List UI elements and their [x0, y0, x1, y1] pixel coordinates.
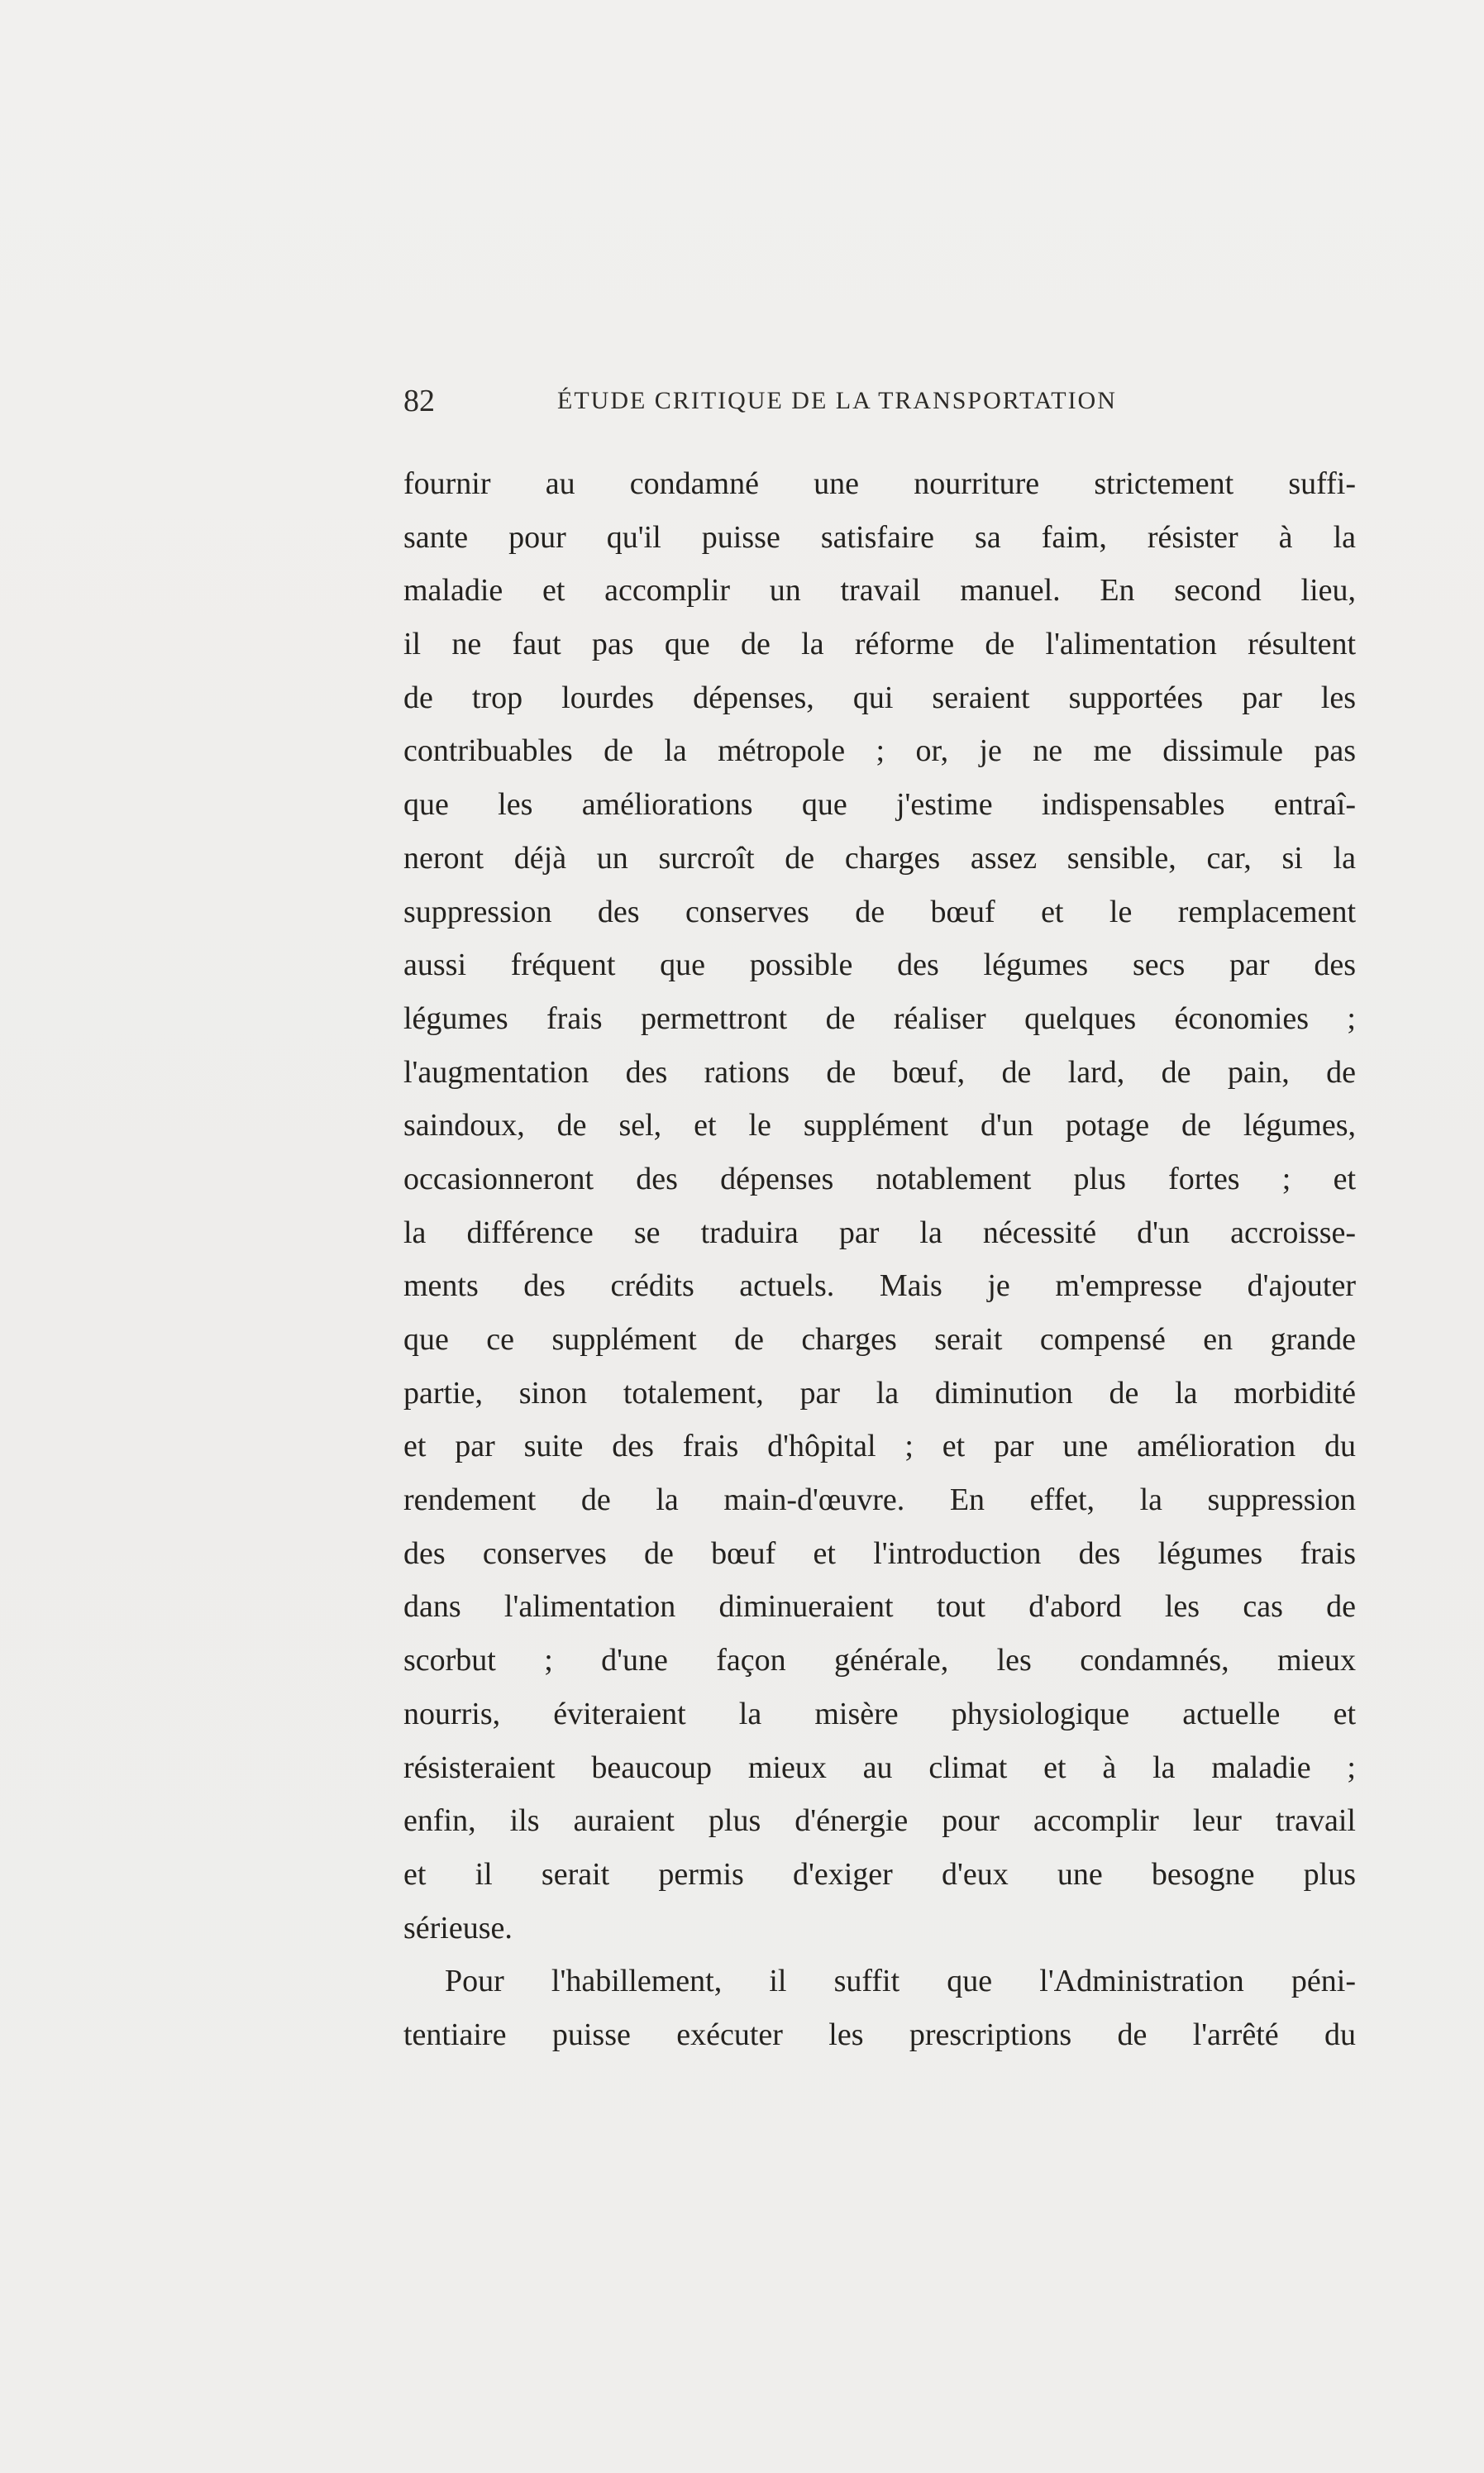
text-line: nourris, éviteraient la misère physiologique actuelle et	[403, 1696, 1356, 1731]
text-line: fournir au condamné une nourriture strictement suffi-	[403, 466, 1356, 501]
text-line: résisteraient beaucoup mieux au climat et à la maladie ;	[403, 1750, 1356, 1785]
text-line: suppression des conserves de bœuf et le remplacement	[403, 894, 1356, 929]
text-line: enfin, ils auraient plus d'énergie pour accomplir leur travail	[403, 1803, 1356, 1839]
text-line: saindoux, de sel, et le supplément d'un potage de légumes,	[403, 1108, 1356, 1143]
text-line: tentiaire puisse exécuter les prescriptions de l'arrêté du	[403, 2017, 1356, 2052]
text-line: maladie et accomplir un travail manuel. En second lieu,	[403, 573, 1356, 609]
page-number: 82	[403, 384, 435, 418]
text-line: dans l'alimentation diminueraient tout d'abord les cas de	[403, 1589, 1356, 1625]
text-line: occasionneront des dépenses notablement plus fortes ; et	[403, 1161, 1356, 1196]
text-line: l'augmentation des rations de bœuf, de lard, de pain, de	[403, 1054, 1356, 1090]
paragraph-start-line: Pour l'habillement, il suffit que l'Administration péni-	[445, 1964, 1356, 1999]
text-line: contribuables de la métropole ; or, je ne me dissimule pas	[403, 733, 1356, 769]
text-line: que ce supplément de charges serait compensé en grande	[403, 1322, 1356, 1357]
text-line: la différence se traduira par la nécessité d'un accroisse-	[403, 1215, 1356, 1250]
running-title: ÉTUDE CRITIQUE DE LA TRANSPORTATION	[557, 387, 1117, 414]
text-line: que les améliorations que j'estime indispensables entraî-	[403, 787, 1356, 823]
body-text	[403, 457, 1356, 2062]
text-line: et par suite des frais d'hôpital ; et par une amélioration du	[403, 1429, 1356, 1464]
text-line: légumes frais permettront de réaliser quelques économies ;	[403, 1000, 1356, 1036]
text-line: de trop lourdes dépenses, qui seraient supportées par les	[403, 680, 1356, 715]
text-line: il ne faut pas que de la réforme de l'alimentation résultent	[403, 627, 1356, 662]
text-line: ments des crédits actuels. Mais je m'empresse d'ajouter	[403, 1268, 1356, 1304]
text-line: rendement de la main-d'œuvre. En effet, la suppression	[403, 1482, 1356, 1518]
text-line: aussi fréquent que possible des légumes secs par des	[403, 948, 1356, 983]
running-head	[403, 376, 1362, 426]
text-line: des conserves de bœuf et l'introduction des légumes frais	[403, 1535, 1356, 1571]
text-line: neront déjà un surcroît de charges assez sensible, car, si la	[403, 840, 1356, 876]
text-line: sante pour qu'il puisse satisfaire sa faim, résister à la	[403, 519, 1356, 555]
text-line: scorbut ; d'une façon générale, les condamnés, mieux	[403, 1643, 1356, 1678]
paragraph-end-line: sérieuse.	[403, 1910, 513, 1945]
text-line: partie, sinon totalement, par la diminution de la morbidité	[403, 1375, 1356, 1411]
text-line: et il serait permis d'exiger d'eux une besogne plus	[403, 1856, 1356, 1892]
